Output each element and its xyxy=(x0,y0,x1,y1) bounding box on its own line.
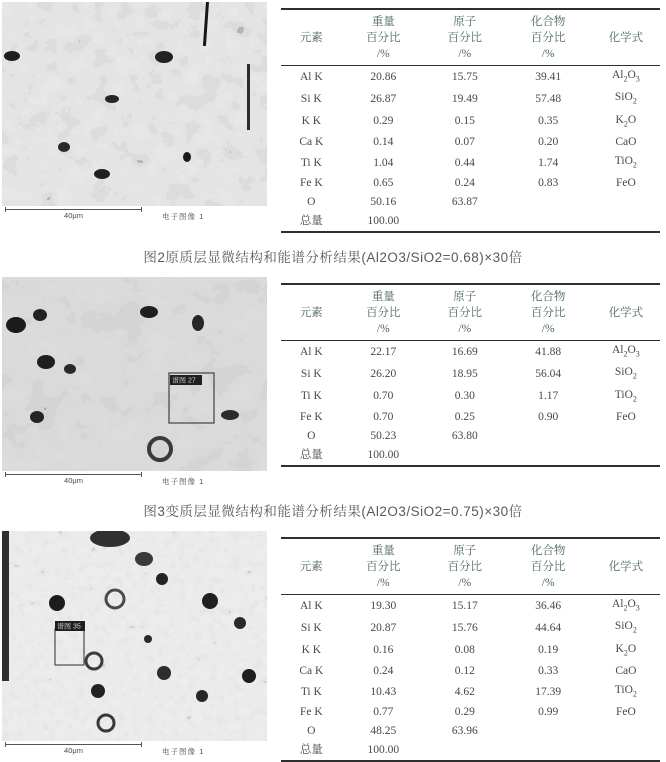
table-row xyxy=(281,386,660,408)
table-cell: 0.24 xyxy=(373,665,394,678)
table-cell: O xyxy=(307,430,316,443)
table-cell: 0.20 xyxy=(538,135,559,148)
sem-figure-2 xyxy=(2,277,267,487)
table-cell: 15.17 xyxy=(451,599,478,612)
edge-shadow xyxy=(2,531,9,681)
table-cell: 36.46 xyxy=(535,599,562,612)
pore-blob xyxy=(135,552,153,566)
figure-row-2 xyxy=(2,277,664,487)
table-cell: 63.80 xyxy=(451,430,478,443)
table-row xyxy=(281,66,660,89)
sem-texture xyxy=(2,277,267,471)
table-cell: $Al_2O_3$ xyxy=(611,344,640,359)
table-cell: Ca K xyxy=(299,135,324,148)
table-cell: K K xyxy=(301,644,322,657)
table-row xyxy=(281,681,660,703)
pore-blob xyxy=(157,666,171,680)
table-cell: Al K xyxy=(299,345,323,358)
scale-label: 40μm xyxy=(64,211,83,220)
table-cell: 0.30 xyxy=(454,390,475,403)
table-cell xyxy=(592,212,660,232)
table-cell: Fe K xyxy=(299,177,323,190)
image-type-label: 电子图像 1 xyxy=(162,747,205,757)
table-cell: 总量 xyxy=(299,215,323,228)
table-cell: 56.04 xyxy=(535,368,562,381)
table-cell: 18.95 xyxy=(451,368,478,381)
table-cell: 0.99 xyxy=(538,706,559,719)
sem-texture xyxy=(2,2,267,206)
pore-blob xyxy=(105,95,119,103)
table-cell: 57.48 xyxy=(535,92,562,105)
figure-row-1 xyxy=(2,2,664,233)
eds-data-table xyxy=(281,283,660,467)
table-cell: 15.76 xyxy=(451,622,478,635)
table-cell: 1.74 xyxy=(538,156,559,169)
column-header: 重量 百分比 /% xyxy=(366,16,401,60)
column-header: 元素 xyxy=(299,32,323,44)
table-cell xyxy=(592,446,660,466)
table-cell: 63.87 xyxy=(451,196,478,209)
pore-blob xyxy=(6,317,26,333)
table-row xyxy=(281,212,660,232)
table-cell: 0.70 xyxy=(373,411,394,424)
column-header: 元素 xyxy=(299,561,323,574)
table-cell: 0.29 xyxy=(373,115,394,128)
table-cell: O xyxy=(307,725,316,738)
table-row xyxy=(281,193,660,212)
table-cell: 15.75 xyxy=(451,70,478,83)
pore-blob xyxy=(196,690,208,702)
table-row xyxy=(281,595,660,618)
table-cell: 19.30 xyxy=(370,599,397,612)
table-row xyxy=(281,152,660,174)
table-row xyxy=(281,446,660,466)
table-row xyxy=(281,741,660,761)
header-row xyxy=(281,284,660,341)
table-cell: 26.20 xyxy=(370,368,397,381)
table-cell: SiO$_2$ xyxy=(614,366,637,381)
table-row xyxy=(281,722,660,741)
table-cell: 0.25 xyxy=(454,411,475,424)
table-cell: Si K xyxy=(300,622,322,635)
table-cell: CaO xyxy=(615,665,637,678)
table-cell: SiO$_2$ xyxy=(614,91,637,106)
spectrum-label: 谱图 27 xyxy=(172,377,196,385)
table-cell: Ti K xyxy=(300,685,322,698)
table-cell: 1.17 xyxy=(538,390,559,403)
table-cell: 0.08 xyxy=(454,644,475,657)
table-cell: 19.49 xyxy=(451,92,478,105)
table-cell: 0.24 xyxy=(454,177,475,190)
pore-blob xyxy=(202,593,218,609)
column-header: 化合物 百分比 /% xyxy=(530,545,566,590)
table-cell: 100.00 xyxy=(367,215,400,228)
table-cell: 0.14 xyxy=(373,135,394,148)
table-cell xyxy=(592,741,660,761)
table-cell: 0.70 xyxy=(373,390,394,403)
table-cell: 0.83 xyxy=(538,177,559,190)
table-cell: 4.62 xyxy=(454,685,475,698)
spectrum-label: 谱图 35 xyxy=(57,623,81,631)
table-cell: 0.19 xyxy=(538,644,559,657)
table-cell: 39.41 xyxy=(535,70,562,83)
pore-blob xyxy=(58,142,70,152)
scale-label: 40μm xyxy=(64,476,83,486)
scale-bar xyxy=(5,474,142,475)
table-cell: TiO$_2$ xyxy=(614,154,637,170)
table-cell: 100.00 xyxy=(367,449,400,462)
table-row xyxy=(281,363,660,385)
table-cell: Fe K xyxy=(299,706,323,719)
column-header: 重量 百分比 /% xyxy=(366,291,401,336)
table-cell: 0.65 xyxy=(373,177,394,190)
image-footer-strip xyxy=(2,206,267,222)
table-cell xyxy=(425,212,505,232)
table-cell xyxy=(592,722,660,741)
table-cell: 0.12 xyxy=(454,665,475,678)
table-cell: 26.87 xyxy=(370,92,397,105)
pore-blob xyxy=(49,595,65,611)
pore-blob xyxy=(156,573,168,585)
scale-bar xyxy=(5,744,142,745)
table-cell: Fe K xyxy=(299,411,323,424)
table-cell: $K_2O$ xyxy=(615,642,637,658)
eds-table-2 xyxy=(267,277,664,467)
table-row xyxy=(281,88,660,110)
table-cell: 22.17 xyxy=(370,345,397,358)
table-cell: 41.88 xyxy=(535,345,562,358)
table-cell: 48.25 xyxy=(370,725,397,738)
column-header: 化学式 xyxy=(608,307,644,320)
pore-blob xyxy=(221,410,239,420)
table-cell: 0.33 xyxy=(538,665,559,678)
image-footer-strip xyxy=(2,471,267,487)
table-cell: SiO$_2$ xyxy=(614,620,637,635)
table-cell: 44.64 xyxy=(535,622,562,635)
table-cell: 0.07 xyxy=(454,135,475,148)
table-cell: Ti K xyxy=(300,390,322,403)
image-type-label: 电子图像 1 xyxy=(162,212,205,221)
table-cell: 0.35 xyxy=(538,115,559,128)
pore-blob xyxy=(242,669,256,683)
table-cell: 0.15 xyxy=(454,115,475,128)
pore-blob xyxy=(94,169,110,179)
column-header: 化学式 xyxy=(608,32,644,44)
table-cell: 10.43 xyxy=(370,685,397,698)
sem-image-3 xyxy=(2,531,267,741)
figure-caption-2: 图3变质层显微结构和能谱分析结果(Al2O3/SiO2=0.75)×30倍 xyxy=(143,504,523,520)
table-cell: Ti K xyxy=(300,156,322,169)
column-header: 化合物 百分比 /% xyxy=(530,291,566,336)
table-row xyxy=(281,133,660,152)
column-header: 原子 百分比 /% xyxy=(447,291,483,336)
pore-blob xyxy=(192,315,204,331)
pore-blob xyxy=(4,51,20,61)
header-row xyxy=(281,9,660,66)
table-cell: 总量 xyxy=(299,744,323,757)
table-row xyxy=(281,662,660,681)
table-cell: TiO$_2$ xyxy=(614,684,637,699)
table-row xyxy=(281,341,660,364)
eds-data-table xyxy=(281,537,660,762)
table-cell: $Al_2O_3$ xyxy=(611,69,640,84)
table-cell xyxy=(505,446,592,466)
table-cell: 0.90 xyxy=(538,411,559,424)
table-cell: Si K xyxy=(300,368,322,381)
eds-table-1 xyxy=(267,2,664,233)
pore-blob xyxy=(234,617,246,629)
pore-blob xyxy=(144,635,152,643)
table-cell: K K xyxy=(301,115,322,128)
image-footer-strip xyxy=(2,741,267,757)
table-row xyxy=(281,174,660,193)
table-cell: TiO$_2$ xyxy=(614,388,637,404)
sem-image-1 xyxy=(2,2,267,206)
table-row xyxy=(281,617,660,639)
column-header: 化合物 百分比 /% xyxy=(530,16,566,60)
table-cell: Ca K xyxy=(299,665,324,678)
header-row xyxy=(281,538,660,595)
pore-blob xyxy=(247,64,250,130)
eds-table-3 xyxy=(267,531,664,762)
figure-caption-1: 图2原质层显微结构和能谱分析结果(Al2O3/SiO2=0.68)×30倍 xyxy=(143,250,523,266)
table-cell xyxy=(425,446,505,466)
table-cell: Si K xyxy=(300,92,322,105)
sem-figure-3 xyxy=(2,531,267,757)
table-cell xyxy=(505,741,592,761)
table-cell xyxy=(592,427,660,446)
scale-label: 40μm xyxy=(64,746,83,756)
table-cell: Al K xyxy=(299,599,323,612)
table-cell: Al K xyxy=(299,70,323,83)
table-cell: $K_2O$ xyxy=(615,113,637,128)
table-cell: 0.44 xyxy=(454,156,475,169)
table-cell xyxy=(505,427,592,446)
table-cell: CaO xyxy=(615,135,637,148)
table-row xyxy=(281,703,660,722)
table-cell: 16.69 xyxy=(451,345,478,358)
pore-blob xyxy=(140,306,158,318)
table-cell: 总量 xyxy=(299,449,323,462)
table-cell: $Al_2O_3$ xyxy=(611,598,640,613)
table-cell xyxy=(592,193,660,212)
table-row xyxy=(281,640,660,662)
table-cell: 20.87 xyxy=(370,622,397,635)
table-cell xyxy=(505,722,592,741)
table-cell: FeO xyxy=(615,177,636,190)
pore-blob xyxy=(64,364,76,374)
table-cell: FeO xyxy=(615,411,636,424)
eds-data-table xyxy=(281,8,660,233)
pore-blob xyxy=(33,309,47,321)
column-header: 化学式 xyxy=(608,561,644,574)
table-cell: 1.04 xyxy=(373,156,394,169)
column-header: 原子 百分比 /% xyxy=(447,545,483,590)
table-cell xyxy=(505,212,592,232)
pore-blob xyxy=(183,152,191,162)
table-cell: 17.39 xyxy=(535,685,562,698)
image-type-label: 电子图像 1 xyxy=(162,477,205,487)
scale-bar xyxy=(5,209,142,210)
table-cell xyxy=(505,193,592,212)
table-cell: 0.77 xyxy=(373,706,394,719)
table-cell: 20.86 xyxy=(370,70,397,83)
pore-blob xyxy=(91,684,105,698)
table-row xyxy=(281,427,660,446)
figure-row-3 xyxy=(2,531,664,762)
table-cell: FeO xyxy=(615,706,636,719)
table-cell: 100.00 xyxy=(367,744,400,757)
table-cell: 63.96 xyxy=(451,725,478,738)
pore-blob xyxy=(30,411,44,423)
sem-figure-1 xyxy=(2,2,267,222)
pore-blob xyxy=(155,51,173,63)
pore-blob xyxy=(37,355,55,369)
table-row xyxy=(281,111,660,133)
table-cell: 0.29 xyxy=(454,706,475,719)
sem-texture xyxy=(2,531,267,741)
table-cell xyxy=(425,741,505,761)
table-row xyxy=(281,408,660,427)
table-cell: 50.16 xyxy=(370,196,397,209)
table-cell: O xyxy=(307,196,316,209)
column-header: 元素 xyxy=(299,307,323,320)
column-header: 重量 百分比 /% xyxy=(366,545,401,590)
sem-image-2 xyxy=(2,277,267,471)
column-header: 原子 百分比 /% xyxy=(447,16,483,60)
table-cell: 0.16 xyxy=(373,644,394,657)
table-cell: 50.23 xyxy=(370,430,397,443)
